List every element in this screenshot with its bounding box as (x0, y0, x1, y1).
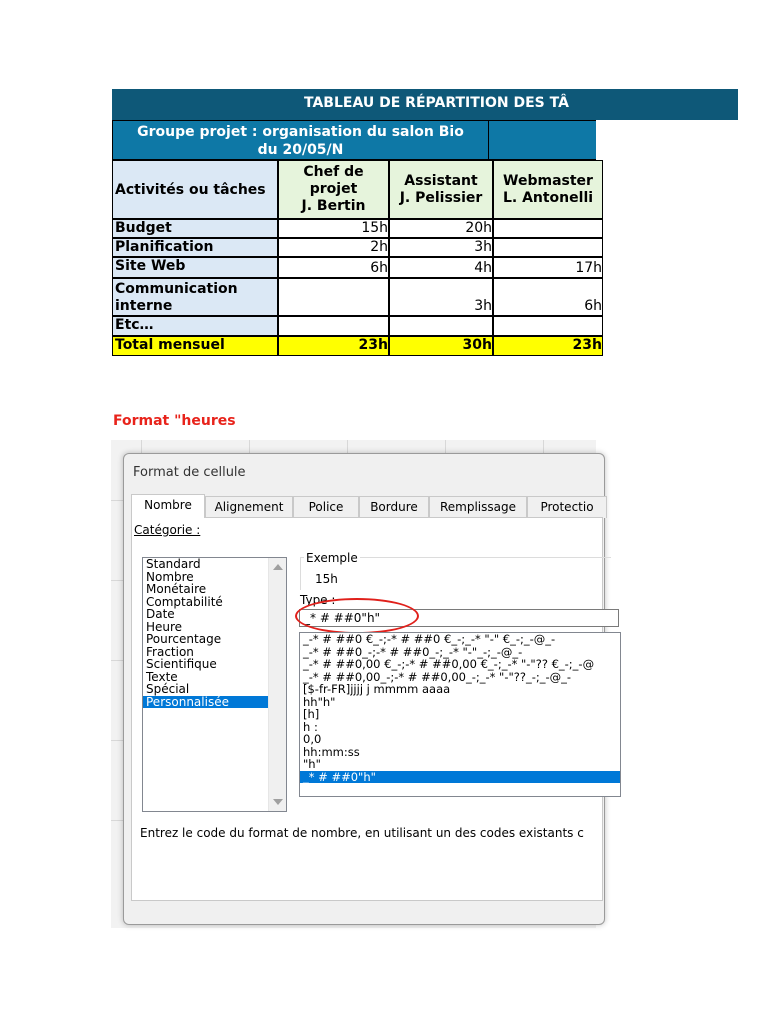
category-label (134, 523, 200, 537)
cell-budget-webmaster (493, 219, 603, 238)
cell-etc-assistant (389, 316, 493, 336)
category-item-selected[interactable]: Personnalisée (143, 696, 269, 709)
tab-panel-nombre (131, 517, 603, 901)
sheet-gridline (543, 440, 544, 454)
sheet-gridline (141, 440, 142, 454)
category-item[interactable]: Standard (146, 557, 201, 571)
category-item[interactable]: Scientifique (146, 657, 217, 671)
header-col-assistant (389, 160, 493, 219)
cell-total-webmaster: 23h (493, 336, 603, 356)
format-cell-screenshot (111, 440, 596, 928)
cell-planification-chef: 2h (278, 238, 389, 257)
cell-etc-chef (278, 316, 389, 336)
format-code-item[interactable]: _-* # ##0,00 €_-;-* # ##0,00 €_-;_-* "-"?? €_-;_-@ (303, 657, 595, 671)
row-label-site-web: Site Web (112, 257, 278, 278)
cell-site-web-assistant: 4h (389, 257, 493, 278)
format-cell-dialog (123, 453, 605, 925)
sample-value: 15h (315, 572, 338, 586)
format-code-item[interactable]: h : (303, 719, 318, 734)
tab-remplissage[interactable]: Remplissage (429, 496, 527, 518)
header-col-chef-line1: Chef de (303, 164, 364, 180)
format-code-item-selected[interactable]: _* # ##0"h" (300, 771, 620, 784)
task-allocation-table (112, 120, 602, 358)
format-code-item[interactable]: _-* # ##0_-;-* # ##0_-;_-* "-"_-;_-@_- (303, 644, 523, 659)
header-activities (112, 160, 278, 219)
sample-label: Exemple (306, 551, 358, 565)
format-code-item[interactable]: "h" (303, 757, 321, 771)
format-code-item[interactable]: hh"h" (303, 694, 336, 709)
category-item[interactable]: Heure (146, 619, 183, 634)
category-item[interactable]: Fraction (146, 644, 194, 659)
group-line-2: du 20/05/N (257, 142, 344, 158)
header-col-webmaster-line1: Webmaster (503, 172, 593, 189)
cell-communication-chef (278, 278, 389, 316)
row-label-planification: Planification (112, 238, 278, 257)
cell-site-web-webmaster: 17h (493, 257, 603, 278)
row-label-etc: Etc… (112, 316, 278, 336)
sheet-gridline (249, 440, 250, 454)
cell-planification-webmaster (493, 238, 603, 257)
category-item[interactable]: Pourcentage (146, 632, 222, 646)
scroll-up-icon[interactable] (273, 564, 283, 570)
scroll-down-icon[interactable] (273, 799, 283, 805)
dialog-title: Format de cellule (133, 465, 246, 480)
header-col-chef (278, 160, 389, 219)
category-item[interactable]: Date (146, 607, 175, 621)
tab-bordure[interactable]: Bordure (359, 496, 429, 518)
type-label: Type : (300, 593, 336, 607)
category-item[interactable]: Texte (146, 669, 178, 684)
format-code-list[interactable] (299, 632, 621, 797)
cell-total-assistant: 30h (389, 336, 493, 356)
row-label-total: Total mensuel (112, 336, 278, 356)
tab-protection[interactable]: Protectio (527, 496, 607, 518)
category-scrollbar[interactable] (268, 558, 286, 811)
category-item[interactable]: Nombre (146, 569, 194, 584)
header-col-chef-line3: J. Bertin (301, 198, 366, 214)
group-line-1: Groupe projet : organisation du salon Bio (137, 124, 464, 140)
category-item[interactable]: Spécial (146, 682, 190, 696)
header-col-chef-line2: projet (309, 181, 358, 197)
category-item[interactable]: Monétaire (146, 582, 207, 596)
cell-communication-webmaster: 6h (493, 278, 603, 316)
cell-total-chef: 23h (278, 336, 389, 356)
table-title-bar (112, 89, 738, 120)
header-activities-label: Activités ou tâches (115, 181, 266, 198)
format-hint-text: Entrez le code du format de nombre, en utilisant un des codes existants c (140, 826, 584, 840)
cell-budget-assistant: 20h (389, 219, 493, 238)
cell-budget-chef: 15h (278, 219, 389, 238)
format-code-item[interactable]: [$-fr-FR]jjjj j mmmm aaaa (303, 682, 451, 696)
cell-planification-assistant: 3h (389, 238, 493, 257)
highlight-ellipse (295, 598, 419, 634)
row-label-communication: Communication interne (112, 278, 278, 316)
category-item[interactable]: Comptabilité (146, 594, 223, 609)
tab-nombre[interactable]: Nombre (131, 494, 205, 518)
format-code-item[interactable]: hh:mm:ss (303, 744, 360, 759)
cell-communication-assistant: 3h (389, 278, 493, 316)
header-col-assistant-line2: J. Pelissier (399, 189, 483, 206)
table-title: TABLEAU DE RÉPARTITION DES TÂ (304, 95, 569, 111)
category-list[interactable] (142, 557, 287, 812)
group-filler-cell (489, 120, 596, 160)
header-col-webmaster-line2: L. Antonelli (502, 189, 594, 206)
row-label-budget: Budget (112, 219, 278, 238)
category-label-text: Catégorie : (134, 523, 201, 537)
tab-alignement[interactable]: Alignement (205, 496, 293, 518)
format-code-item[interactable]: _-* # ##0,00_-;-* # ##0,00_-;_-* "-"??_-;_-@_- (303, 669, 572, 684)
type-input[interactable]: _* # ##0"h" (299, 609, 619, 627)
format-code-item[interactable]: _-* # ##0 €_-;-* # ##0 €_-;_-* "-" €_-;_-@_- (303, 632, 556, 646)
sheet-gridline (347, 440, 348, 454)
group-project-cell (112, 120, 489, 160)
format-code-item[interactable]: [h] (303, 707, 320, 721)
section-label-format-heures: Format "heures (113, 413, 236, 429)
cell-etc-webmaster (493, 316, 603, 336)
cell-site-web-chef: 6h (278, 257, 389, 278)
tab-police[interactable]: Police (293, 496, 359, 518)
format-code-item[interactable]: 0,0 (303, 732, 322, 746)
sheet-gridline (445, 440, 446, 454)
header-col-webmaster (493, 160, 603, 219)
header-col-assistant-line1: Assistant (404, 172, 478, 189)
